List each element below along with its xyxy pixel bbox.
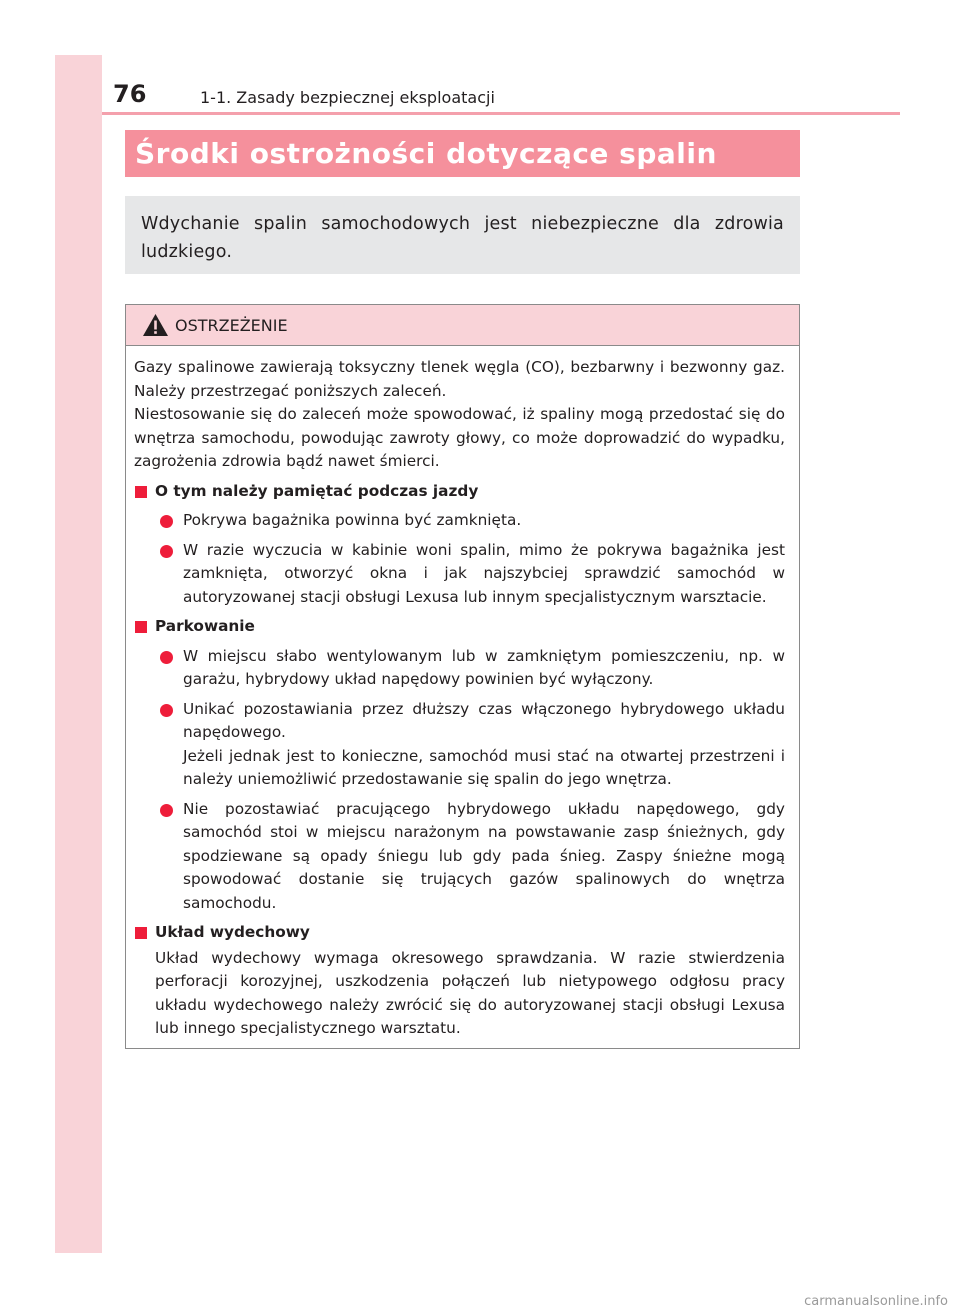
round-bullet-icon bbox=[160, 704, 173, 717]
warning-intro-2: Niestosowanie się do zaleceń może spowodować, iż spaliny mogą przedostać się do wnętrza samochodu, powodując zawroty głowy, co może doprowadzić do wypadku, zagrożenia zdrowia bądź nawet śmierci. bbox=[134, 405, 785, 470]
section-label: Układ wydechowy bbox=[155, 923, 310, 941]
page-title: Środki ostrożności dotyczące spalin bbox=[125, 130, 800, 177]
intro-box bbox=[125, 196, 800, 274]
section-parking bbox=[134, 615, 785, 639]
section-exhaust bbox=[134, 921, 785, 945]
section-label: Parkowanie bbox=[155, 617, 255, 635]
list-item bbox=[134, 509, 785, 533]
warning-title: OSTRZEŻENIE bbox=[175, 315, 288, 335]
warning-intro-1: Gazy spalinowe zawierają toksyczny tlenek węgla (CO), bezbarwny i bezwonny gaz. Należy przestrzegać poniższych zaleceń. bbox=[134, 358, 785, 400]
round-bullet-icon bbox=[160, 804, 173, 817]
section-label: O tym należy pamiętać podczas jazdy bbox=[155, 481, 479, 500]
list-item bbox=[134, 539, 785, 610]
section-text: Układ wydechowy wymaga okresowego sprawdzania. W razie stwierdzenia perforacji korozyjnej, uszkodzenia połączeń lub nietypowego odgłosu pracy układu wydechowego należy zwrócić się do autoryzowanej stacji obsługi Lexusa lub innego specjalistycznego warsztatu. bbox=[155, 948, 785, 1037]
square-bullet-icon bbox=[135, 621, 147, 633]
list-item-content bbox=[183, 698, 785, 792]
list-item-text-extra: Jeżeli jednak jest to konieczne, samochód musi stać na otwartej przestrzeni i należy uniemożliwić przedostawanie się spalin do jego wnętrza. bbox=[183, 746, 785, 788]
warning-triangle-icon bbox=[142, 313, 169, 337]
page-number: 76 bbox=[113, 80, 147, 108]
chapter-side-tab bbox=[55, 55, 102, 1253]
list-item bbox=[134, 798, 785, 916]
list-item-text: Unikać pozostawiania przez dłuższy czas włączonego hybrydowego układu napędowego. bbox=[183, 699, 785, 741]
watermark: carmanualsonline.info bbox=[804, 1294, 948, 1309]
list-item bbox=[134, 698, 785, 792]
list-item bbox=[134, 645, 785, 692]
list-item-text: Nie pozostawiać pracującego hybrydowego układu napędowego, gdy samochód stoi w miejscu narażonym na powstawanie zasp śnieżnych, gdy spodziewane są opady śniegu lub gdy pada śnieg. Zaspy śnieżne mogą spowodować dostanie się trujących gazów spalinowych do wnętrza samochodu. bbox=[183, 799, 785, 912]
round-bullet-icon bbox=[160, 515, 173, 528]
list-item-text: W miejscu słabo wentylowanym lub w zamkniętym pomieszczeniu, np. w garażu, hybrydowy układ napędowy powinien być wyłączony. bbox=[183, 646, 785, 688]
list-item-text: Pokrywa bagażnika powinna być zamknięta. bbox=[183, 511, 522, 529]
round-bullet-icon bbox=[160, 651, 173, 664]
square-bullet-icon bbox=[135, 486, 147, 498]
section-driving bbox=[134, 480, 785, 504]
square-bullet-icon bbox=[135, 927, 147, 939]
list-item-text: W razie wyczucia w kabinie woni spalin, mimo że pokrywa bagażnika jest zamknięta, otworzyć okna i jak najszybciej sprawdzić samochód w autoryzowanej stacji obsługi Lexusa lub innym specjalistycznym warsztacie. bbox=[183, 540, 785, 606]
warning-body bbox=[126, 346, 799, 1041]
warning-header bbox=[126, 305, 799, 346]
intro-text: Wdychanie spalin samochodowych jest niebezpieczne dla zdrowia ludzkiego. bbox=[141, 214, 784, 262]
warning-box bbox=[125, 304, 800, 1049]
round-bullet-icon bbox=[160, 545, 173, 558]
header-divider bbox=[102, 112, 900, 115]
section-heading: 1-1. Zasady bezpiecznej eksploatacji bbox=[200, 88, 495, 107]
